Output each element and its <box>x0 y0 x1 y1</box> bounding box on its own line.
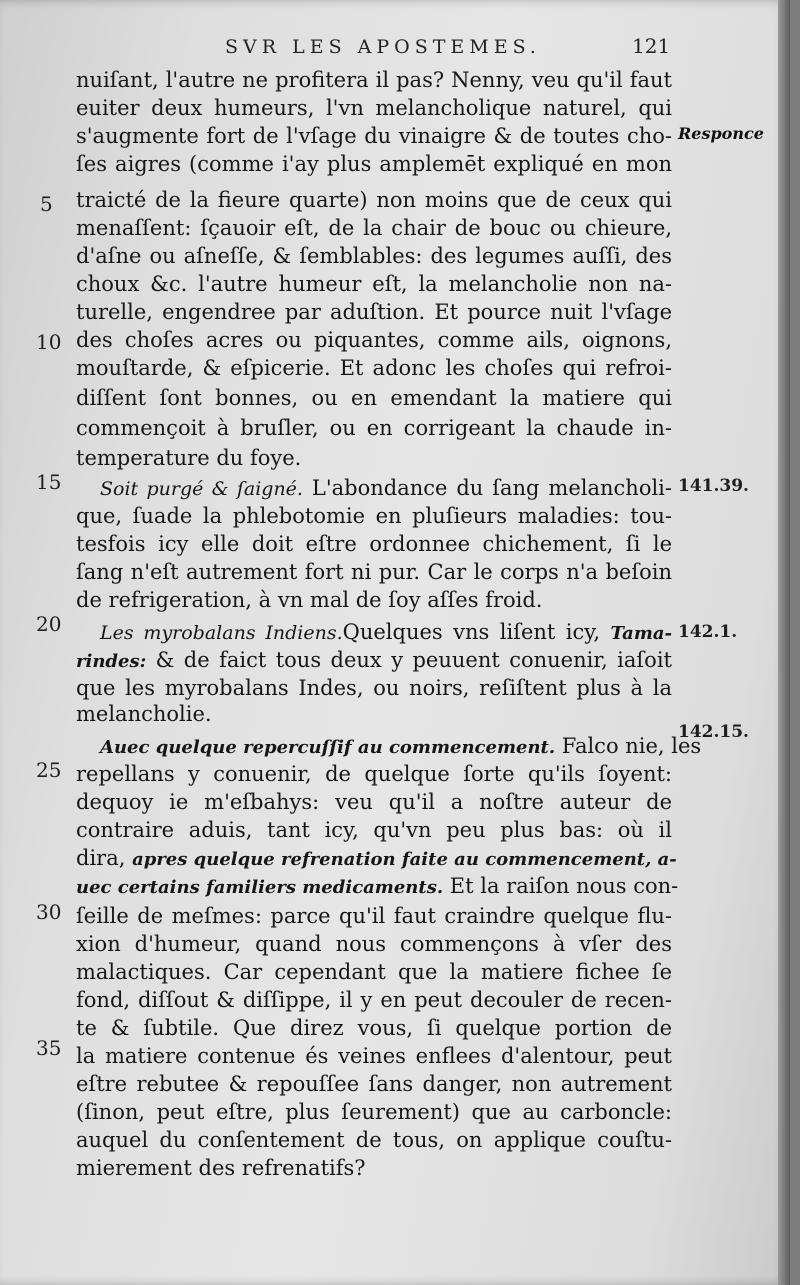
italic-term: Tama- <box>610 623 672 644</box>
text-span: L'abondance du ſang melancholi- <box>302 476 672 500</box>
text-line: menaſſent: ſçauoir eſt, de la chair de bouc ou chieure, <box>76 216 672 240</box>
text-line: tesfois icy elle doit eſtre ordonnee chichement, ſi le <box>76 532 672 556</box>
text-line <box>76 474 672 502</box>
line-number-5: 5 <box>40 192 53 216</box>
page-edge-shadow <box>778 0 790 1285</box>
text-line: euiter deux humeurs, l'vn melancholique naturel, qui <box>76 96 672 120</box>
text-line: dequoy ie m'eſbahys: veu qu'il a noſtre auteur de <box>76 790 672 814</box>
line-number-15: 15 <box>36 470 62 494</box>
text-line: temperature du foye. <box>76 446 302 470</box>
text-line: s'augmente fort de l'vſage du vinaigre & de toutes cho- <box>76 124 672 148</box>
text-line: te & ſubtile. Que direz vous, ſi quelque portion de <box>76 1016 672 1040</box>
line-number-20: 20 <box>36 612 62 636</box>
text-line: xion d'humeur, quand nous commençons à vſer des <box>76 932 672 956</box>
text-line <box>76 844 677 872</box>
text-line: que, ſuade la phlebotomie en pluſieurs maladies: tou- <box>76 504 672 528</box>
text-line: mouſtarde, & eſpicerie. Et adonc les choſes qui refroi- <box>76 356 672 380</box>
text-span: Falco nie, les <box>555 734 702 758</box>
text-span: dira, <box>76 846 133 870</box>
text-line <box>76 646 672 674</box>
text-line: commençoit à bruſler, ou en corrigeant la chaude in- <box>76 416 672 440</box>
text-line: turelle, engendree par aduſtion. Et pource nuit l'vſage <box>76 300 672 324</box>
italic-lemma: Auec quelque repercuſſif au commencement. <box>100 737 556 758</box>
text-span: Quelques vns liſent icy, <box>342 620 611 644</box>
text-line: eſtre rebutee & repouſſee ſans danger, non autrement <box>76 1072 672 1096</box>
text-line: auquel du conſentement de tous, on applique couſtu- <box>76 1128 672 1152</box>
text-line: ſang n'eſt autrement fort ni pur. Car le corps n'a beſoin <box>76 560 672 584</box>
line-number-25: 25 <box>36 758 62 782</box>
text-span: Et la raiſon nous con- <box>443 874 679 898</box>
text-line: des choſes acres ou piquantes, comme ails, oignons, <box>76 328 672 352</box>
text-line: contraire aduis, tant icy, qu'vn peu plus bas: où il <box>76 818 672 842</box>
text-line: la matiere contenue és veines enflees d'alentour, peut <box>76 1044 672 1068</box>
line-number-30: 30 <box>36 900 62 924</box>
italic-lemma: Les myrobalans Indiens. <box>100 622 343 644</box>
page-number: 121 <box>632 34 671 58</box>
text-line: nuiſant, l'autre ne profitera il pas? Nenny, veu qu'il faut <box>76 68 672 92</box>
text-line: melancholie. <box>76 702 212 726</box>
margin-reference-3: 142.15. <box>678 722 749 742</box>
italic-quote: apres quelque refrenation faite au commencement, a- <box>132 849 677 870</box>
text-line: ſeille de meſmes: parce qu'il faut craindre quelque flu- <box>76 904 672 928</box>
text-line: ſes aigres (comme i'ay plus amplemēt expliqué en mon <box>76 152 672 176</box>
text-line: d'aſne ou aſneſſe, & ſemblables: des legumes auſſi, des <box>76 244 672 268</box>
line-number-10: 10 <box>36 330 62 354</box>
text-line: choux &c. l'autre humeur eſt, la melancholie non na- <box>76 272 672 296</box>
margin-reference-2: 142.1. <box>678 622 738 642</box>
text-line: mierement des refrenatifs? <box>76 1156 366 1180</box>
text-line: de refrigeration, à vn mal de ſoy aſſes froid. <box>76 588 543 612</box>
text-line: (ſinon, peut eſtre, plus ſeurement) que au carboncle: <box>76 1100 672 1124</box>
italic-quote: uec certains familiers medicaments. <box>76 877 444 898</box>
text-line <box>76 618 672 646</box>
italic-term: rindes: <box>76 651 147 672</box>
margin-reference-1: 141.39. <box>678 476 749 496</box>
text-line: repellans y conuenir, de quelque ſorte qu'ils ſoyent: <box>76 762 672 786</box>
text-line: que les myrobalans Indes, ou noirs, reſiſtent plus à la <box>76 676 672 700</box>
text-line <box>76 732 702 760</box>
text-line: fond, diſſout & diſſippe, il y en peut decouler de recen- <box>76 988 672 1012</box>
text-line: traicté de la fieure quarte) non moins que de ceux qui <box>76 188 672 212</box>
line-number-35: 35 <box>36 1036 62 1060</box>
text-span: & de faict tous deux y peuuent conuenir, iaſoit <box>146 648 672 672</box>
text-line <box>76 872 679 900</box>
margin-note-responce: Responce <box>678 124 764 143</box>
running-head: SVR LES APOSTEMES. <box>225 36 541 58</box>
italic-lemma: Soit purgé & ſaigné. <box>100 478 303 500</box>
text-line: malactiques. Car cependant que la matiere fichee ſe <box>76 960 672 984</box>
text-line: diſſent ſont bonnes, ou en emendant la matiere qui <box>76 386 672 410</box>
